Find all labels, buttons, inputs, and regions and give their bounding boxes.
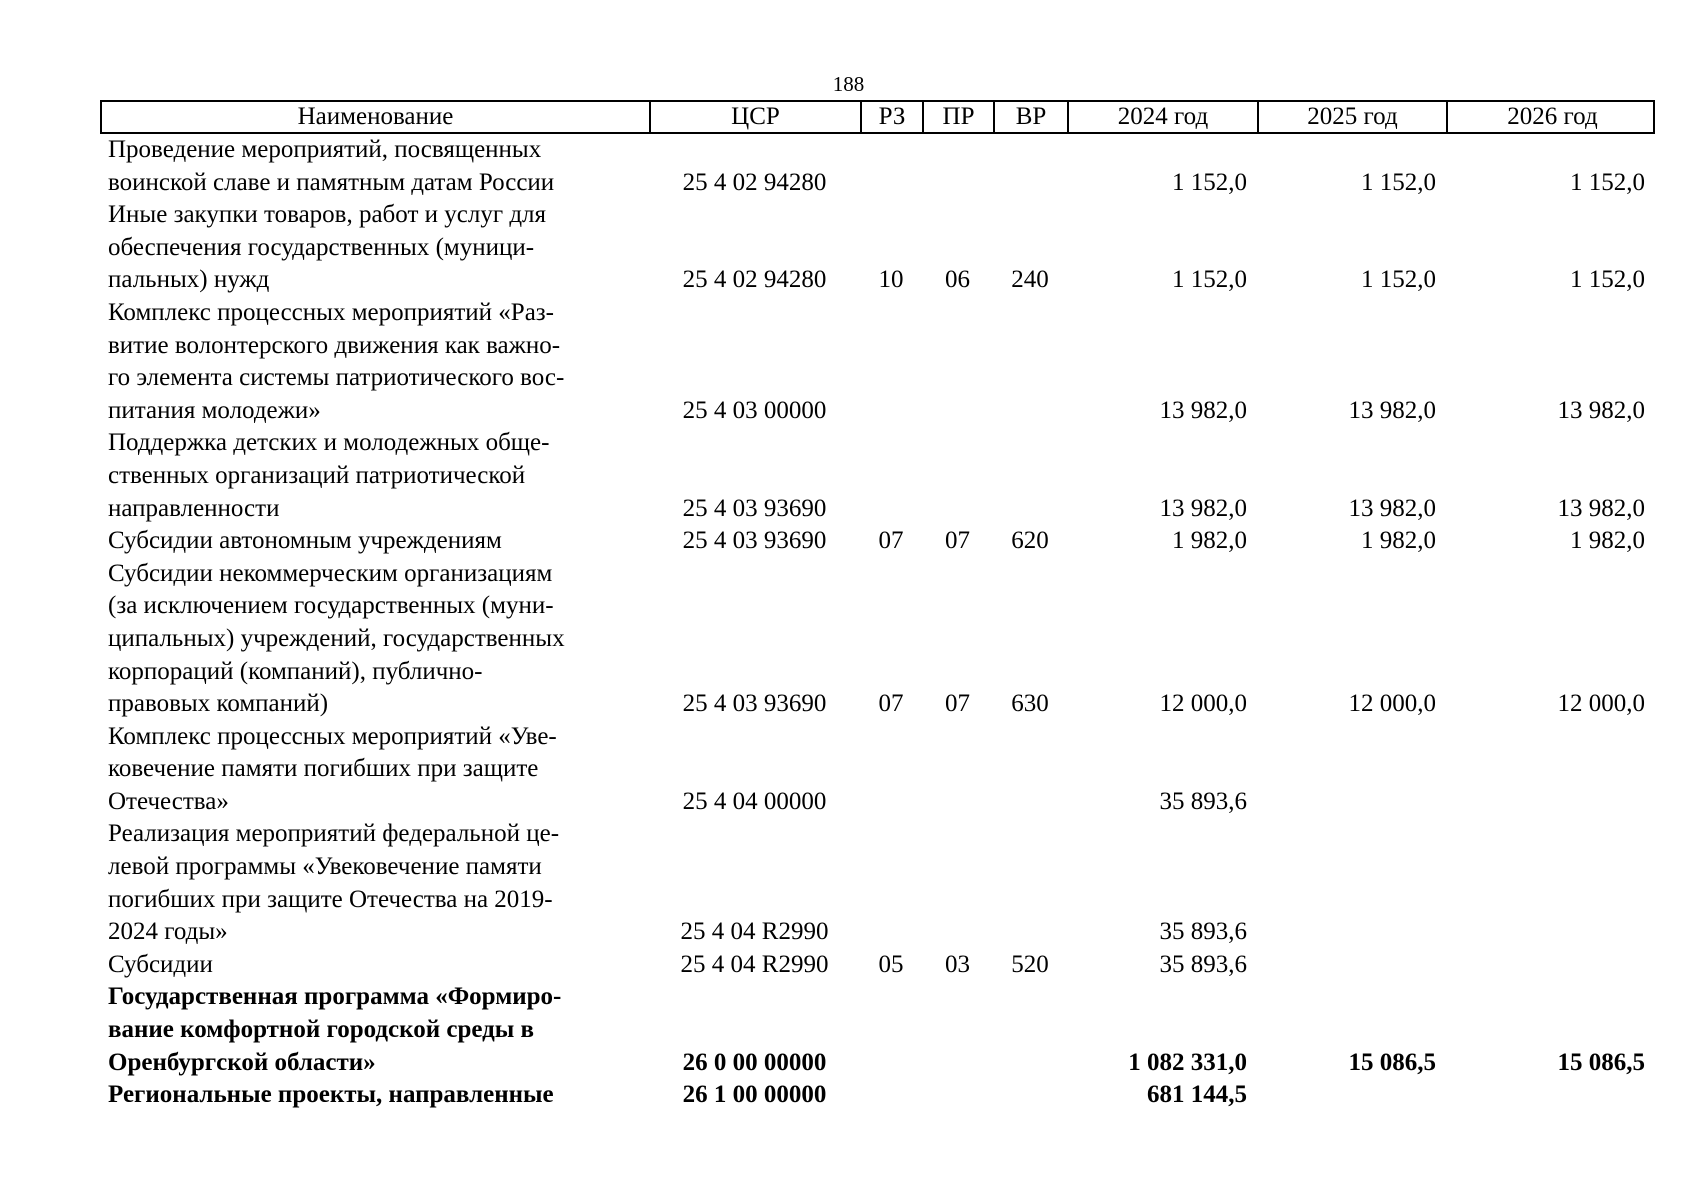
row-2026: 15 086,5 [1557,1048,1645,1076]
row-2026: 13 982,0 [1557,494,1645,522]
row-csr: 25 4 04 R2990 [680,950,829,978]
row-rz [860,297,922,427]
row-pr [922,1079,993,1112]
row-rz [860,1079,922,1112]
row-csr: 25 4 03 00000 [682,396,827,424]
row-pr [922,427,993,525]
row-2026: 1 982,0 [1570,527,1645,555]
row-2024: 35 893,6 [1159,787,1247,815]
header-name: Наименование [102,102,651,132]
row-pr: 03 [945,950,970,978]
header-rz: РЗ [862,102,924,132]
row-2025: 12 000,0 [1348,690,1436,718]
row-pr [922,981,993,1079]
row-csr: 26 0 00 00000 [682,1048,827,1076]
row-vr [993,1079,1067,1112]
row-rz [860,721,922,819]
row-rz: 07 [878,690,904,718]
row-2024: 35 893,6 [1159,918,1247,946]
row-2025: 1 982,0 [1361,527,1436,555]
row-vr [993,721,1067,819]
row-2024: 35 893,6 [1159,950,1247,978]
row-pr [922,818,993,948]
row-2025: 13 982,0 [1348,396,1436,424]
row-2026 [1446,721,1655,819]
row-pr [922,134,993,199]
row-2025 [1257,818,1446,948]
row-vr [993,427,1067,525]
row-csr: 25 4 02 94280 [682,168,827,196]
row-csr: 25 4 03 93690 [682,690,827,718]
row-pr: 07 [945,690,970,718]
row-2024: 681 144,5 [1147,1081,1247,1109]
row-vr [993,134,1067,199]
row-rz [860,134,922,199]
row-name: Комплекс процессных мероприятий «Уве- ковечение памяти погибших при защите Отечества» [108,722,557,815]
row-2026 [1446,1079,1655,1112]
header-vr: ВР [995,102,1069,132]
row-2025 [1257,949,1446,982]
row-2025: 13 982,0 [1348,494,1436,522]
row-rz [860,818,922,948]
row-2024: 12 000,0 [1159,690,1247,718]
row-2024: 13 982,0 [1159,494,1247,522]
row-2024: 13 982,0 [1159,396,1247,424]
row-name: Проведение мероприятий, посвященных воинской славе и памятным датам России [108,136,555,196]
row-name: Иные закупки товаров, работ и услуг для обеспечения государственных (муници- пальных) нужд [108,201,547,294]
row-pr: 07 [945,527,970,555]
row-vr: 240 [1011,266,1049,294]
header-2025: 2025 год [1259,102,1448,132]
row-name: Государственная программа «Формиро- вание комфортной городской среды в Оренбургской области» [108,983,562,1076]
row-2024: 1 152,0 [1172,168,1247,196]
row-2024: 1 082 331,0 [1128,1048,1247,1076]
header-pr: ПР [924,102,995,132]
row-vr: 620 [1011,527,1049,555]
table-header [100,100,1655,134]
row-csr: 25 4 03 93690 [682,527,827,555]
page-number: 188 [832,72,865,96]
row-vr [993,297,1067,427]
row-name: Субсидии [108,950,213,978]
row-2026: 1 152,0 [1570,266,1645,294]
row-name: Региональные проекты, направленные [108,1081,554,1109]
row-name: Субсидии автономным учреждениям [108,527,502,555]
row-pr [922,297,993,427]
header-csr: ЦСР [651,102,862,132]
row-2024: 1 982,0 [1172,527,1247,555]
row-name: Поддержка детских и молодежных обще- ственных организаций патриотической направленности [108,429,550,522]
row-2025 [1257,721,1446,819]
row-csr: 25 4 02 94280 [682,266,827,294]
row-name: Комплекс процессных мероприятий «Раз- витие волонтерского движения как важно- го элемента системы патриотического вос- питания молодежи» [108,298,565,424]
row-rz [860,427,922,525]
row-csr: 25 4 04 00000 [682,787,827,815]
row-2026: 1 152,0 [1570,168,1645,196]
budget-table [100,134,1655,1112]
row-name: Реализация мероприятий федеральной це- левой программы «Увековечение памяти погибших при защите Отечества на 2019- 2024 годы» [108,820,560,946]
row-2026: 12 000,0 [1557,690,1645,718]
row-2026: 13 982,0 [1557,396,1645,424]
row-rz: 07 [878,527,904,555]
row-csr: 25 4 03 93690 [682,494,827,522]
row-2025: 1 152,0 [1361,266,1436,294]
row-csr: 26 1 00 00000 [682,1081,827,1109]
row-2026 [1446,818,1655,948]
header-2026: 2026 год [1507,103,1598,130]
row-vr: 520 [1011,950,1049,978]
row-2025: 1 152,0 [1361,168,1436,196]
header-2024: 2024 год [1069,102,1259,132]
row-pr [922,721,993,819]
row-name: Субсидии некоммерческим организациям (за исключением государственных (муни- ципальных) учреждений, государственных корпораций (компаний), публично- правовых компаний) [108,559,565,718]
row-vr: 630 [1011,690,1049,718]
row-csr: 25 4 04 R2990 [680,918,829,946]
row-rz: 10 [878,266,904,294]
row-vr [993,981,1067,1079]
row-2026 [1446,949,1655,982]
row-pr: 06 [945,266,970,294]
row-rz [860,981,922,1079]
row-rz: 05 [878,950,904,978]
row-2025 [1257,1079,1446,1112]
row-vr [993,818,1067,948]
row-2025: 15 086,5 [1348,1048,1436,1076]
row-2024: 1 152,0 [1172,266,1247,294]
